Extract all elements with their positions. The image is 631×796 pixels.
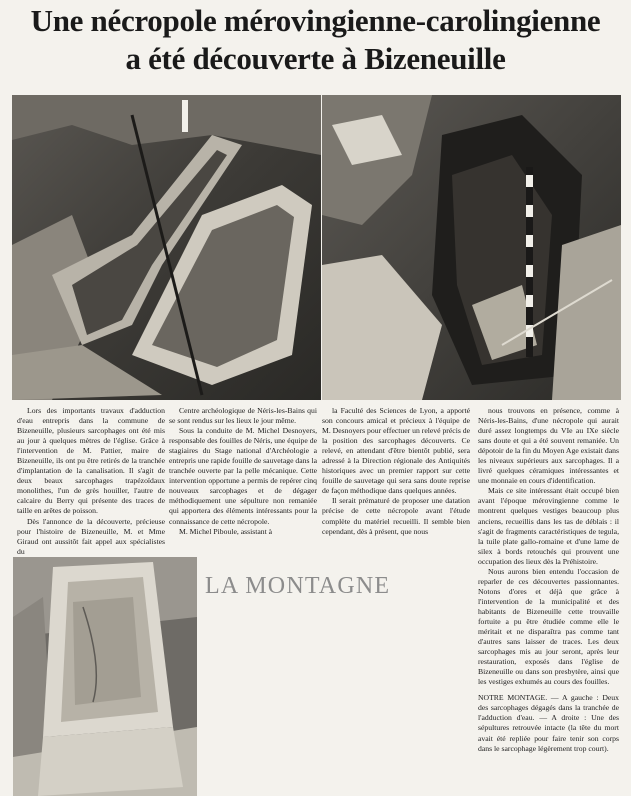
article-paragraph: Sous la conduite de M. Michel Desnoyers, responsable des fouilles de Néris, une équipe de stagiaires du Stage national d'Archéologie a entrepris une rapide fouille de sauvetage dans la tranchée ouverte par la pelle mécanique. Cette intervention opportune a permis de repérer cinq nouveaux sarcophages et de dégager méthodiquement une sépulture non remaniée qui apportera des éléments intéressants pour la connaissance de cette nécropole. <box>169 426 317 526</box>
article-paragraph: Centre archéologique de Néris-les-Bains qui se sont rendus sur les lieux le jour même. <box>169 406 317 426</box>
caption-lead: NOTRE MONTAGE. — <box>478 693 559 703</box>
article-paragraph: Dès l'annonce de la découverte, précieuse pour l'histoire de Bizeneuille, M. et Mme Giraud ont aussitôt fait appel aux spécialistes du <box>17 516 165 556</box>
photo-intact-burial <box>322 95 621 400</box>
article-column-4 <box>478 406 619 754</box>
photo-caption <box>478 693 619 753</box>
photo-excavation-trench <box>12 95 321 400</box>
headline <box>0 2 631 78</box>
article-column-1 <box>17 406 165 557</box>
caption-text: A gauche : Deux des sarcophages dégagés dans la tranchée de l'adduction d'eau. — A droite : Une des sépultures retrouvée intacte (la tête du mort avait été repliée pour faire tenir son corps dans le sarcophage légèrement trop court). <box>478 693 619 753</box>
headline-line-1: Une nécropole mérovingienne-carolingienne <box>30 3 601 38</box>
article-paragraph: M. Michel Piboule, assistant à <box>179 526 273 536</box>
article-paragraph: la Faculté des Sciences de Lyon, a apporté son concours amical et précieux à l'équipe de M. Desnoyers pour effectuer un relevé précis de la position des sarcophages découverts. Ce relevé, en attendant d'être bientôt publié, sera adressé à la Direction régionale des Antiquités historiques avec un premier rapport sur cette fouille de sauvetage qui sera sans doute reprise de façon méthodique dans quelques années. <box>322 406 470 496</box>
article-paragraph: Lors des importants travaux d'adduction d'eau entrepris dans la commune de Bizeneuille, plusieurs sarcophages ont été mis au jour à quelques mètres de l'église. Grâce à l'intervention de M. Pattier, maire de Bizeneuille, ils ont pu être retirés de la tranchée d'implantation de la canalisation. Il s'agit de deux beaux sarcophages trapézoïdaux monolithes, l'un de grès houiller, l'autre de calcaire du Berry qui présente des traces de taille en arêtes de poisson. <box>17 406 165 516</box>
article-paragraph: Il serait prématuré de proposer une datation précise de cette nécropole avant l'étude complète du matériel recueilli. Il semble bien cependant, dès à présent, que nous <box>322 496 470 536</box>
article-paragraph: nous trouvons en présence, comme à Néris-les-Bains, d'une nécropole qui aurait duré assez longtemps du VIe au IXe siècle sans doute et qui a été souvent remaniée. Un dépotoir de la fin du Moyen Age existait dans les niveaux supérieurs aux sarcophages. Il a livré quelques céramiques intéressantes et une monnaie en cours d'identification. <box>478 406 619 486</box>
article-column-3 <box>322 406 470 537</box>
headline-line-2: a été découverte à Bizeneuille <box>125 41 506 76</box>
article-paragraph: Nous aurons bien entendu l'occasion de reparler de ces découvertes passionnantes. Notons d'ores et déjà que grâce à l'intervention de la municipalité et des habitants de Bizeneuille cette trouvaille fortuite a pu être étudiée comme elle le méritait et ne disparaîtra pas comme tant d'autres sans laisser de traces. Les deux sarcophages mis au jour seront, après leur restauration, exposés dans l'église de Bizeneuille ou dans son presbytère, ainsi que les vestiges exhumés au cours des fouilles. <box>478 566 619 687</box>
photo-sarcophagus <box>13 557 197 796</box>
article-paragraph: Mais ce site intéressant était occupé bien avant l'époque mérovingienne comme le montrent quelques vestiges beaucoup plus anciens, recueillis dans les tas de déblais : il s'agit de fragments caractéristiques de tegula, la tuile plate gallo-romaine et d'une lame de silex à bords retouchés qui prouvent une occupation des lieux dès la Préhistoire. <box>478 486 619 566</box>
newspaper-masthead: LA MONTAGNE <box>205 573 391 599</box>
article-column-2 <box>169 406 317 537</box>
